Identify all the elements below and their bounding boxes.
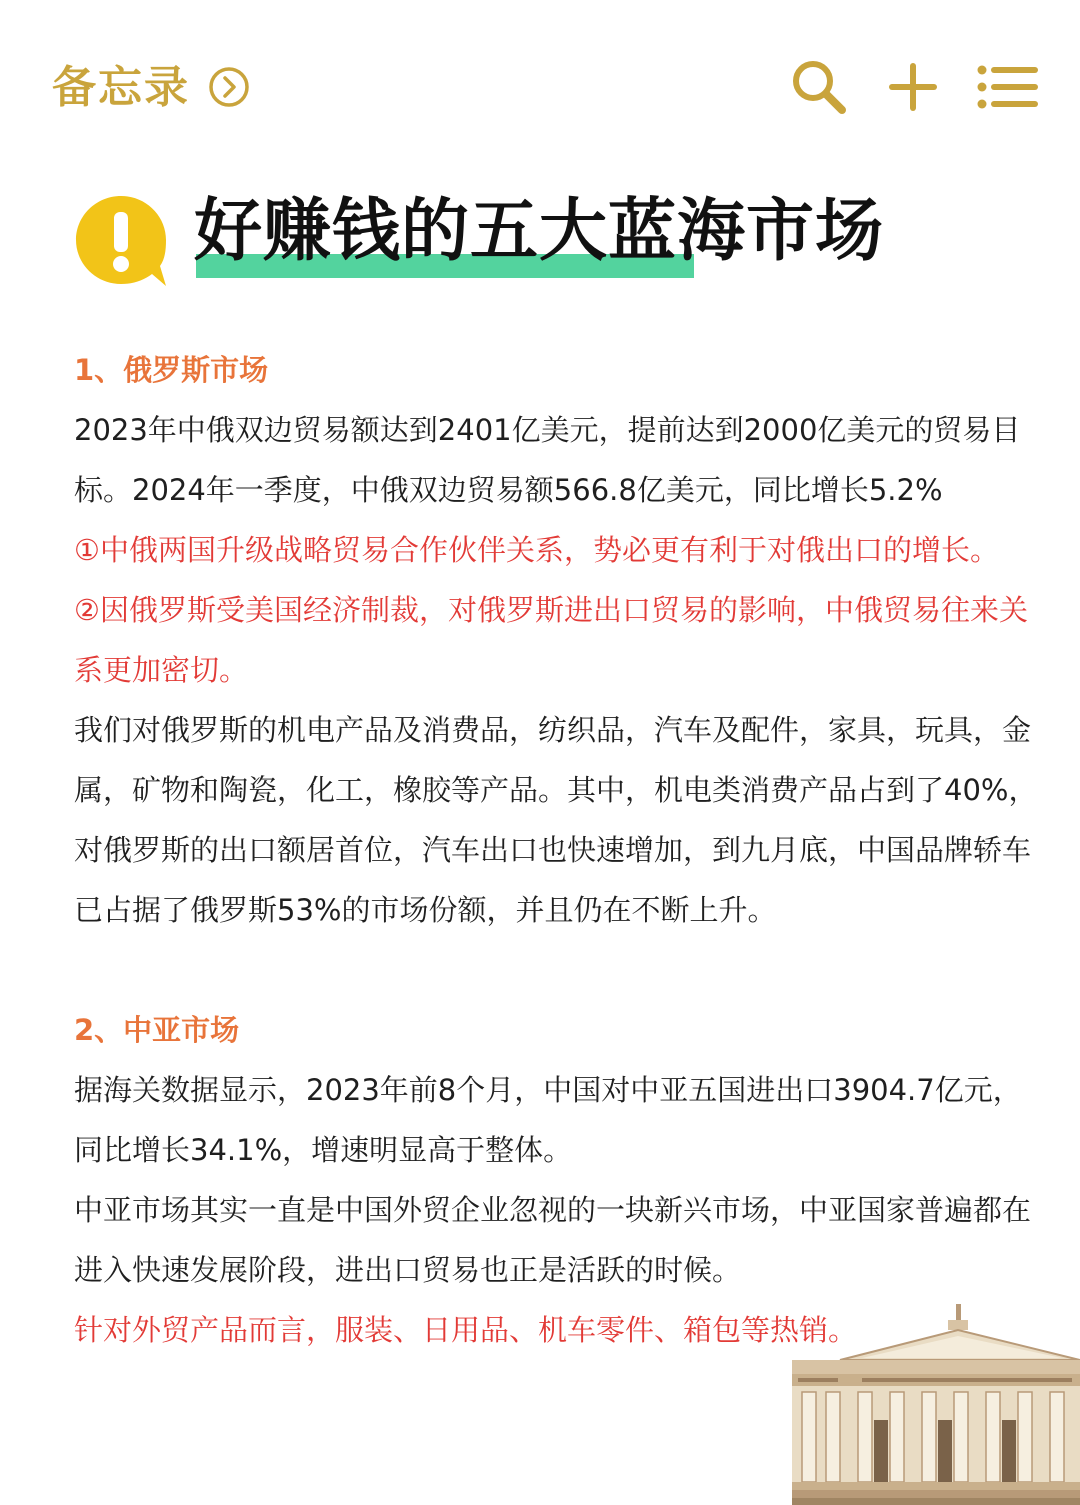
search-icon[interactable] [790, 58, 848, 116]
exclamation-bubble-icon [72, 192, 170, 290]
add-icon[interactable] [888, 62, 938, 112]
highlight-paragraph: 针对外贸产品而言，服装、日用品、机车零件、箱包等热销。 [74, 1313, 858, 1347]
chevron-right-circle-icon[interactable] [208, 66, 250, 108]
highlight-paragraph: ①中俄两国升级战略贸易合作伙伴关系，势必更有利于对俄出口的增长。 [74, 533, 999, 567]
menu-list-icon[interactable] [976, 64, 1038, 110]
section-spacer [74, 940, 1044, 1000]
section-russia [74, 340, 1044, 940]
note-body[interactable] [74, 340, 1044, 1360]
top-bar [0, 0, 1080, 170]
highlight-paragraph: ②因俄罗斯受美国经济制裁，对俄罗斯进出口贸易的影响，中俄贸易往来关系更加密切。 [74, 593, 1028, 687]
paragraph: 据海关数据显示，2023年前8个月，中国对中亚五国进出口3904.7亿元，同比增长34.1%，增速明显高于整体。 [74, 1073, 1022, 1167]
paragraph: 中亚市场其实一直是中国外贸企业忽视的一块新兴市场，中亚国家普遍都在进入快速发展阶段，进出口贸易也正是活跃的时候。 [74, 1193, 1032, 1287]
paragraph: 2023年中俄双边贸易额达到2401亿美元，提前达到2000亿美元的贸易目标。2024年一季度，中俄双边贸易额566.8亿美元，同比增长5.2% [74, 413, 1021, 507]
app-title[interactable]: 备忘录 [52, 62, 190, 113]
paragraph: 我们对俄罗斯的机电产品及消费品，纺织品，汽车及配件，家具，玩具，金属，矿物和陶瓷，化工，橡胶等产品。其中，机电类消费产品占到了40%，对俄罗斯的出口额居首位，汽车出口也快速增加，到九月底，中国品牌轿车已占据了俄罗斯53%的市场份额，并且仍在不断上升。 [74, 713, 1038, 927]
building-illustration [792, 1300, 1080, 1505]
page-title: 好赚钱的五大蓝海市场 [194, 192, 885, 271]
section-heading: 1、俄罗斯市场 [74, 353, 269, 387]
section-heading: 2、中亚市场 [74, 1013, 240, 1047]
